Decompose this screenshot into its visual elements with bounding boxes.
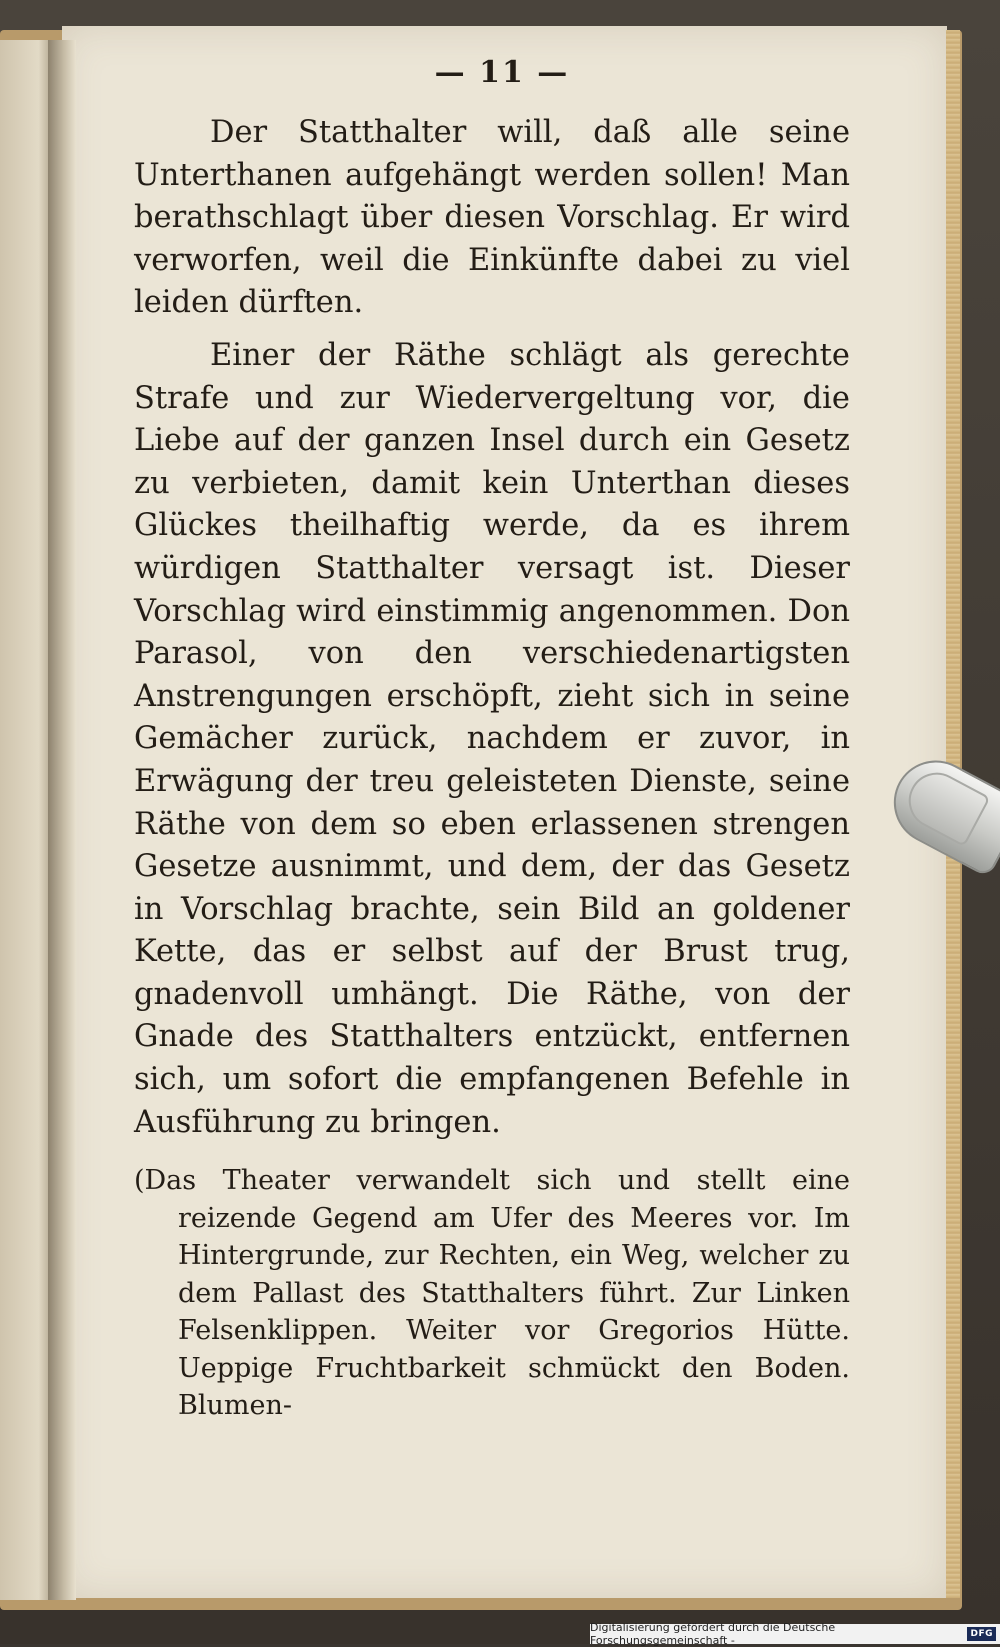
paragraph-2: Einer der Räthe schlägt als gerechte Strafe und zur Wiedervergeltung vor, die Liebe auf der ganzen Insel durch ein Gesetz zu verbieten, damit kein Unterthan dieses Glückes theilhaftig werde, da es ihrem würdigen Statthalter versagt ist. Dieser Vorschlag wird einstimmig angenommen. Don Parasol, von den verschiedenartigsten Anstrengungen erschöpft, zieht sich in seine Gemächer zurück, nachdem er zuvor, in Erwägung der treu geleisteten Dienste, seine Räthe von dem so eben erlassenen strengen Gesetze ausnimmt, und dem, der das Gesetz in Vorschlag brachte, sein Bild an goldener Kette, das er selbst auf der Brust trug, gnadenvoll umhängt. Die Räthe, von der Gnade des Statthalters entzückt, entfernen sich, um sofort die empfangenen Befehle in Ausführung zu bringen. xyxy=(134,337,850,1140)
paragraph-1: Der Statthalter will, daß alle seine Unterthanen aufgehängt werden sollen! Man berathschlagt über diesen Vorschlag. Er wird verworfen, weil die Einkünfte dabei zu viel leiden dürften. xyxy=(134,115,850,321)
stage-direction: (Das Theater verwandelt sich und stellt eine reizende Gegend am Ufer des Meeres vor. Im Hintergrunde, zur Rechten, ein Weg, welcher zu dem Pallast des Statthalters führt. Zur Linken Felsenklippen. Weiter vor Gregorios Hütte. Ueppige Fruchtbarkeit schmückt den Boden. Blumen- xyxy=(134,1165,850,1422)
dfg-logo: DFG xyxy=(967,1627,996,1641)
page-text xyxy=(134,55,850,1425)
footer-text: Digitalisierung gefördert durch die Deutsche Forschungsgemeinschaft - xyxy=(590,1621,836,1647)
page-number: — 11 — xyxy=(434,55,570,90)
book-gutter xyxy=(48,40,76,1600)
left-page-edge xyxy=(0,40,55,1600)
digitization-footer xyxy=(590,1621,1000,1647)
